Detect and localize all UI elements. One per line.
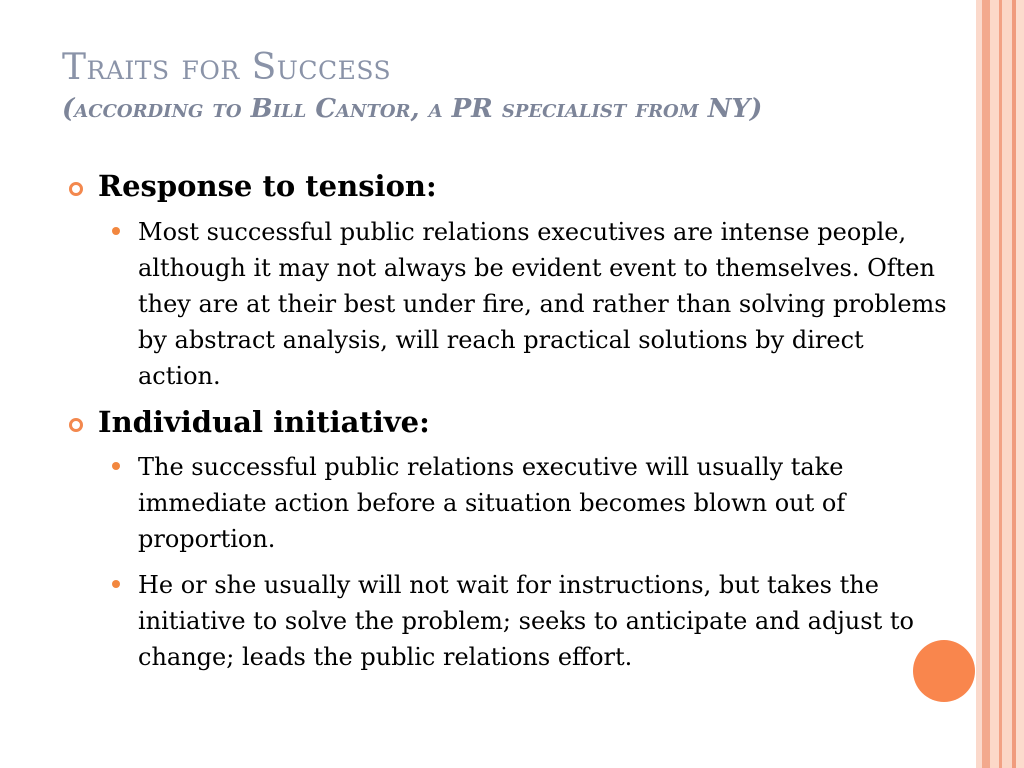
section-response-to-tension: [68, 168, 948, 394]
bullet-text: The successful public relations executive will usually take immediate action before a situation becomes blown out of proportion.: [138, 453, 846, 554]
slide-body: [68, 168, 948, 685]
section-heading-text: Individual initiative:: [98, 404, 430, 439]
dot-bullet-icon: [112, 227, 120, 235]
decorative-stripe: [990, 0, 999, 768]
bullet-text: Most successful public relations executives are intense people, although it may not always be evident event to themselves. Often they are at their best under fire, and rather than solving problems by abstract analysis, will reach practical solutions by direct action.: [138, 217, 947, 390]
slide-title: [62, 47, 763, 124]
decorative-stripe: [1016, 0, 1024, 768]
section-heading: [68, 404, 948, 442]
bullet-item: [138, 567, 948, 675]
title-main: Traits for Success: [62, 47, 392, 88]
bullet-item: [138, 214, 948, 394]
ring-bullet-icon: [69, 182, 83, 196]
decorative-stripe: [1002, 0, 1012, 768]
bullet-text: He or she usually will not wait for instructions, but takes the initiative to solve the problem; seeks to anticipate and adjust to change; leads the public relations effort.: [138, 571, 914, 672]
decorative-circle: [913, 640, 975, 702]
title-subtitle: (according to Bill Cantor, a PR specialist from NY): [62, 94, 763, 124]
decorative-stripe: [982, 0, 990, 768]
section-heading: [68, 168, 948, 206]
dot-bullet-icon: [112, 462, 120, 470]
ring-bullet-icon: [69, 418, 83, 432]
section-individual-initiative: [68, 404, 948, 676]
dot-bullet-icon: [112, 580, 120, 588]
bullet-item: [138, 449, 948, 557]
section-heading-text: Response to tension:: [98, 169, 437, 203]
